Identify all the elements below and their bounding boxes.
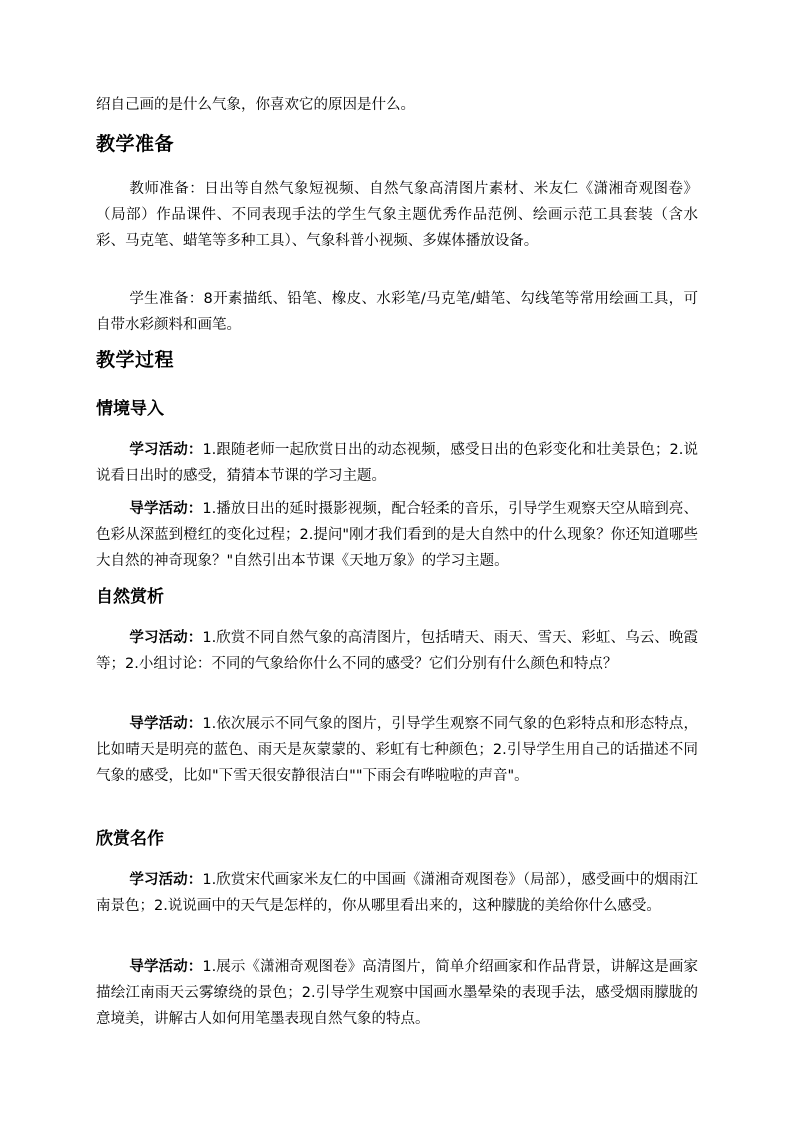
section-title-nature: 自然赏析 bbox=[96, 587, 164, 607]
guide-activity-paragraph bbox=[96, 711, 698, 789]
learning-activity-text: 1.跟随老师一起欣赏日出的动态视频，感受日出的色彩变化和壮美景色；2.说说看日出时的感受，猜猜本节课的学习主题。 bbox=[96, 442, 698, 484]
learning-activity-label: 学习活动： bbox=[129, 872, 203, 888]
intro-tail-paragraph: 绍自己画的是什么气象，你喜欢它的原因是什么。 bbox=[96, 97, 415, 113]
learning-activity-label: 学习活动： bbox=[129, 442, 203, 458]
learning-activity-paragraph bbox=[96, 867, 698, 919]
guide-activity-paragraph bbox=[96, 954, 698, 1032]
prep-heading: 教学准备 bbox=[96, 133, 175, 155]
guide-activity-label: 导学活动： bbox=[129, 959, 203, 975]
process-heading: 教学过程 bbox=[96, 349, 175, 371]
section-title-situation: 情境导入 bbox=[96, 399, 164, 419]
teacher-prep-paragraph: 教师准备：日出等自然气象短视频、自然气象高清图片素材、米友仁《潇湘奇观图卷》（局部）作品课件、不同表现手法的学生气象主题优秀作品范例、绘画示范工具套装（含水彩、马克笔、蜡笔等多种工具）、气象科普小视频、多媒体播放设备。 bbox=[96, 181, 698, 249]
guide-activity-text: 1.依次展示不同气象的图片，引导学生观察不同气象的色彩特点和形态特点，比如晴天是明亮的蓝色、雨天是灰蒙蒙的、彩虹有七种颜色；2.引导学生用自己的话描述不同气象的感受，比如"下雪天很安静很洁白""下雨会有哗啦啦的声音"。 bbox=[96, 716, 699, 784]
guide-activity-paragraph bbox=[96, 496, 698, 574]
learning-activity-text: 1.欣赏不同自然气象的高清图片，包括晴天、雨天、雪天、彩虹、乌云、晚霞等；2.小组讨论：不同的气象给你什么不同的感受？它们分别有什么颜色和特点？ bbox=[96, 630, 699, 672]
guide-activity-text: 1.播放日出的延时摄影视频，配合轻柔的音乐，引导学生观察天空从暗到亮、色彩从深蓝到橙红的变化过程；2.提问"刚才我们看到的是大自然中的什么现象？你还知道哪些大自然的神奇现象？"自然引出本节课《天地万象》的学习主题。 bbox=[96, 501, 699, 569]
learning-activity-paragraph bbox=[96, 625, 698, 677]
guide-activity-text: 1.展示《潇湘奇观图卷》高清图片，简单介绍画家和作品背景，讲解这是画家描绘江南雨天云雾缭绕的景色；2.引导学生观察中国画水墨晕染的表现手法，感受烟雨朦胧的意境美，讲解古人如何用笔墨表现自然气象的特点。 bbox=[96, 959, 699, 1027]
learning-activity-label: 学习活动： bbox=[129, 630, 203, 646]
student-prep-paragraph: 学生准备：8开素描纸、铅笔、橡皮、水彩笔/马克笔/蜡笔、勾线笔等常用绘画工具，可自带水彩颜料和画笔。 bbox=[96, 291, 698, 333]
learning-activity-text: 1.欣赏宋代画家米友仁的中国画《潇湘奇观图卷》（局部），感受画中的烟雨江南景色；2.说说画中的天气是怎样的，你从哪里看出来的，这种朦胧的美给你什么感受。 bbox=[96, 872, 698, 914]
section-title-masterpiece: 欣赏名作 bbox=[96, 829, 164, 849]
guide-activity-label: 导学活动： bbox=[129, 716, 203, 732]
learning-activity-paragraph bbox=[96, 437, 698, 489]
guide-activity-label: 导学活动： bbox=[129, 501, 203, 517]
